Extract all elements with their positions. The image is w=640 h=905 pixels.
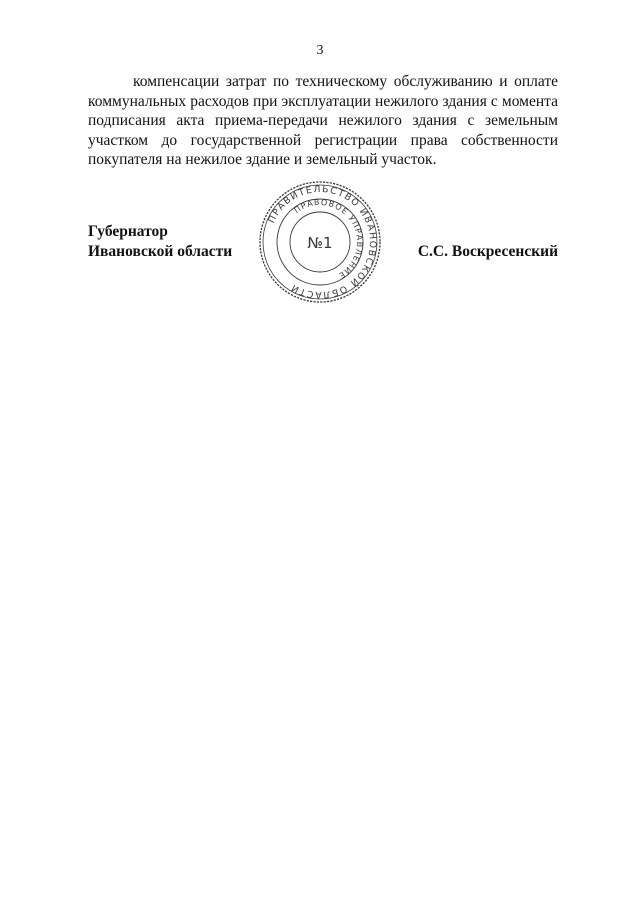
- body-line: подписания акта приема-передачи нежилого здания с земельным: [88, 112, 558, 129]
- signatory-position-line2: Ивановской области: [88, 243, 233, 260]
- seal-number: №1: [307, 234, 333, 252]
- official-seal: [258, 180, 382, 304]
- signatory-name: С.С. Воскресенский: [417, 243, 558, 260]
- page-number: 3: [316, 43, 324, 58]
- signatory-position-line1: Губернатор: [88, 223, 168, 240]
- body-line: покупателя на нежилое здание и земельный участок.: [88, 151, 437, 168]
- body-line: коммунальных расходов при эксплуатации нежилого здания с момента: [88, 92, 558, 110]
- seal-inner-text: ПРАВОВОЕ УПРАВЛЕНИЕ: [292, 197, 365, 281]
- body-line: участком до государственной регистрации права собственности: [88, 131, 558, 149]
- body-paragraph: [88, 72, 558, 170]
- seal-outer-text: ПРАВИТЕЛЬСТВО ИВАНОВСКОЙ ОБЛАСТИ: [266, 183, 379, 301]
- body-line: компенсации затрат по техническому обслуживанию и оплате: [133, 73, 558, 90]
- seal-stamp-icon: [258, 180, 382, 304]
- signatory-position: [88, 222, 232, 262]
